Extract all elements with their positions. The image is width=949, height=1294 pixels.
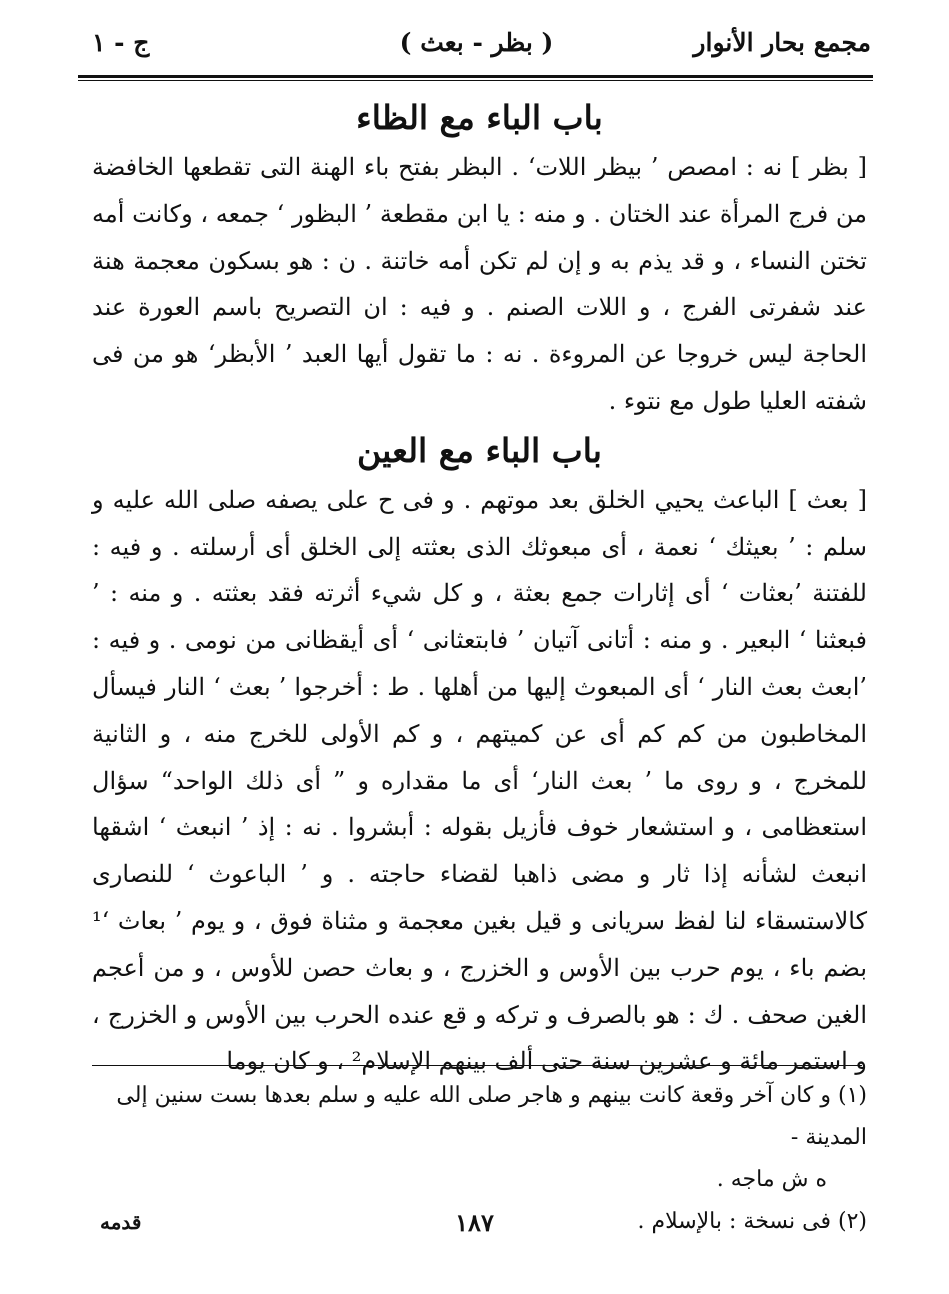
running-header [82,22,871,70]
chapter-heading-ba-ain: باب الباء مع العين [357,430,602,470]
entry-bazr: [ بظر ] نه : امصص ’ بيظر اللات‘ . البظر بفتح باء الهنة التى تقطعها الخافضة من فرج المرأة عند الختان . و منه : يا ابن مقطعة ’ البظور ‘ جمعه ، وكانت أمه تختن النساء ، و قد يذم به و إن لم تكن أمه خاتنة . ن : هو بسكون معجمة هنة عند شفرتى الفرج ، و اللات الصنم . و فيه : ان التصريح باسم العورة عند الحاجة ليس خروجا عن المروءة . نه : ما تقول أيها العبد ’ الأبظر‘ هو من فى شفته العليا طول مع نتوء . [92,153,867,415]
chapter-heading-ba-zaa: باب الباء مع الظاء [356,98,603,137]
book-title: مجمع بحار الأنوار [693,28,871,57]
main-text [92,92,867,1085]
footnote-1-continuation: ه ش ماجه . [716,1167,827,1192]
entry-baath: [ بعث ] الباعث يحيي الخلق بعد موتهم . و فى ح على يصفه صلى الله عليه و سلم : ’ بعيثك ‘ نعمة ، أى مبعوثك الذى بعثته إلى الخلق أى أرسلته . و فيه : للفتنة ’بعثات ‘ أى إثارات جمع بعثة ، و كل شيء أثرته فقد بعثته . و منه : ’ فبعثنا ‘ البعير . و منه : أتانى آتيان ’ فابتعثانى ‘ أى أيقظانى من نومى . و فيه : ’ابعث بعث النار ‘ أى المبعوث إليها من أهلها . ط : أخرجوا ’ بعث ‘ النار فيسأل المخاطبون من كم كم أى عن كميتهم ، و كم الأولى للخرج منه ، و الثانية للمخرج ، و روى ما ’ بعث النار‘ أى ما مقداره و ” أى ذلك الواحد“ سؤال استعظامى ، و استشعار خوف فأزيل بقوله : أبشروا . نه : إذ ’ انبعث ‘ اشقها انبعث لشأنه إذا ثار و مضى ذاهبا لقضاء حاجته . و ’ الباعوث ‘ للنصارى كالاستسقاء لنا لفظ سريانى و قيل بغين معجمة و مثناة فوق ، و يوم ’ بعاث ‘¹ بضم باء ، يوم حرب بين الأوس و الخزرج ، و بعاث حصن للأوس ، و من أعجم الغين صحف . ك : هو بالصرف و تركه و قع عنده الحرب بين الأوس و الخزرج ، و استمر مائة و عشرين سنة حتى ألف بينهم الإسلام² ، و كان يوما [92,485,867,1076]
page-number: ١٨٧ [455,1208,494,1237]
catchword: قدمه [100,1210,142,1234]
entry-range: ( بظر - بعث ) [399,28,554,57]
volume-number: ج - ١ [92,28,150,57]
footnote-1: (١) و كان آخر وقعة كانت بينهم و هاجر صلى الله عليه و سلم بعدها بست سنين إلى المدينة - [116,1083,867,1150]
header-rule-thick [78,75,873,78]
footnote-separator [92,1065,862,1066]
header-rule-thin [78,80,873,81]
footnote-2: (٢) فى نسخة : بالإسلام . [637,1209,867,1234]
